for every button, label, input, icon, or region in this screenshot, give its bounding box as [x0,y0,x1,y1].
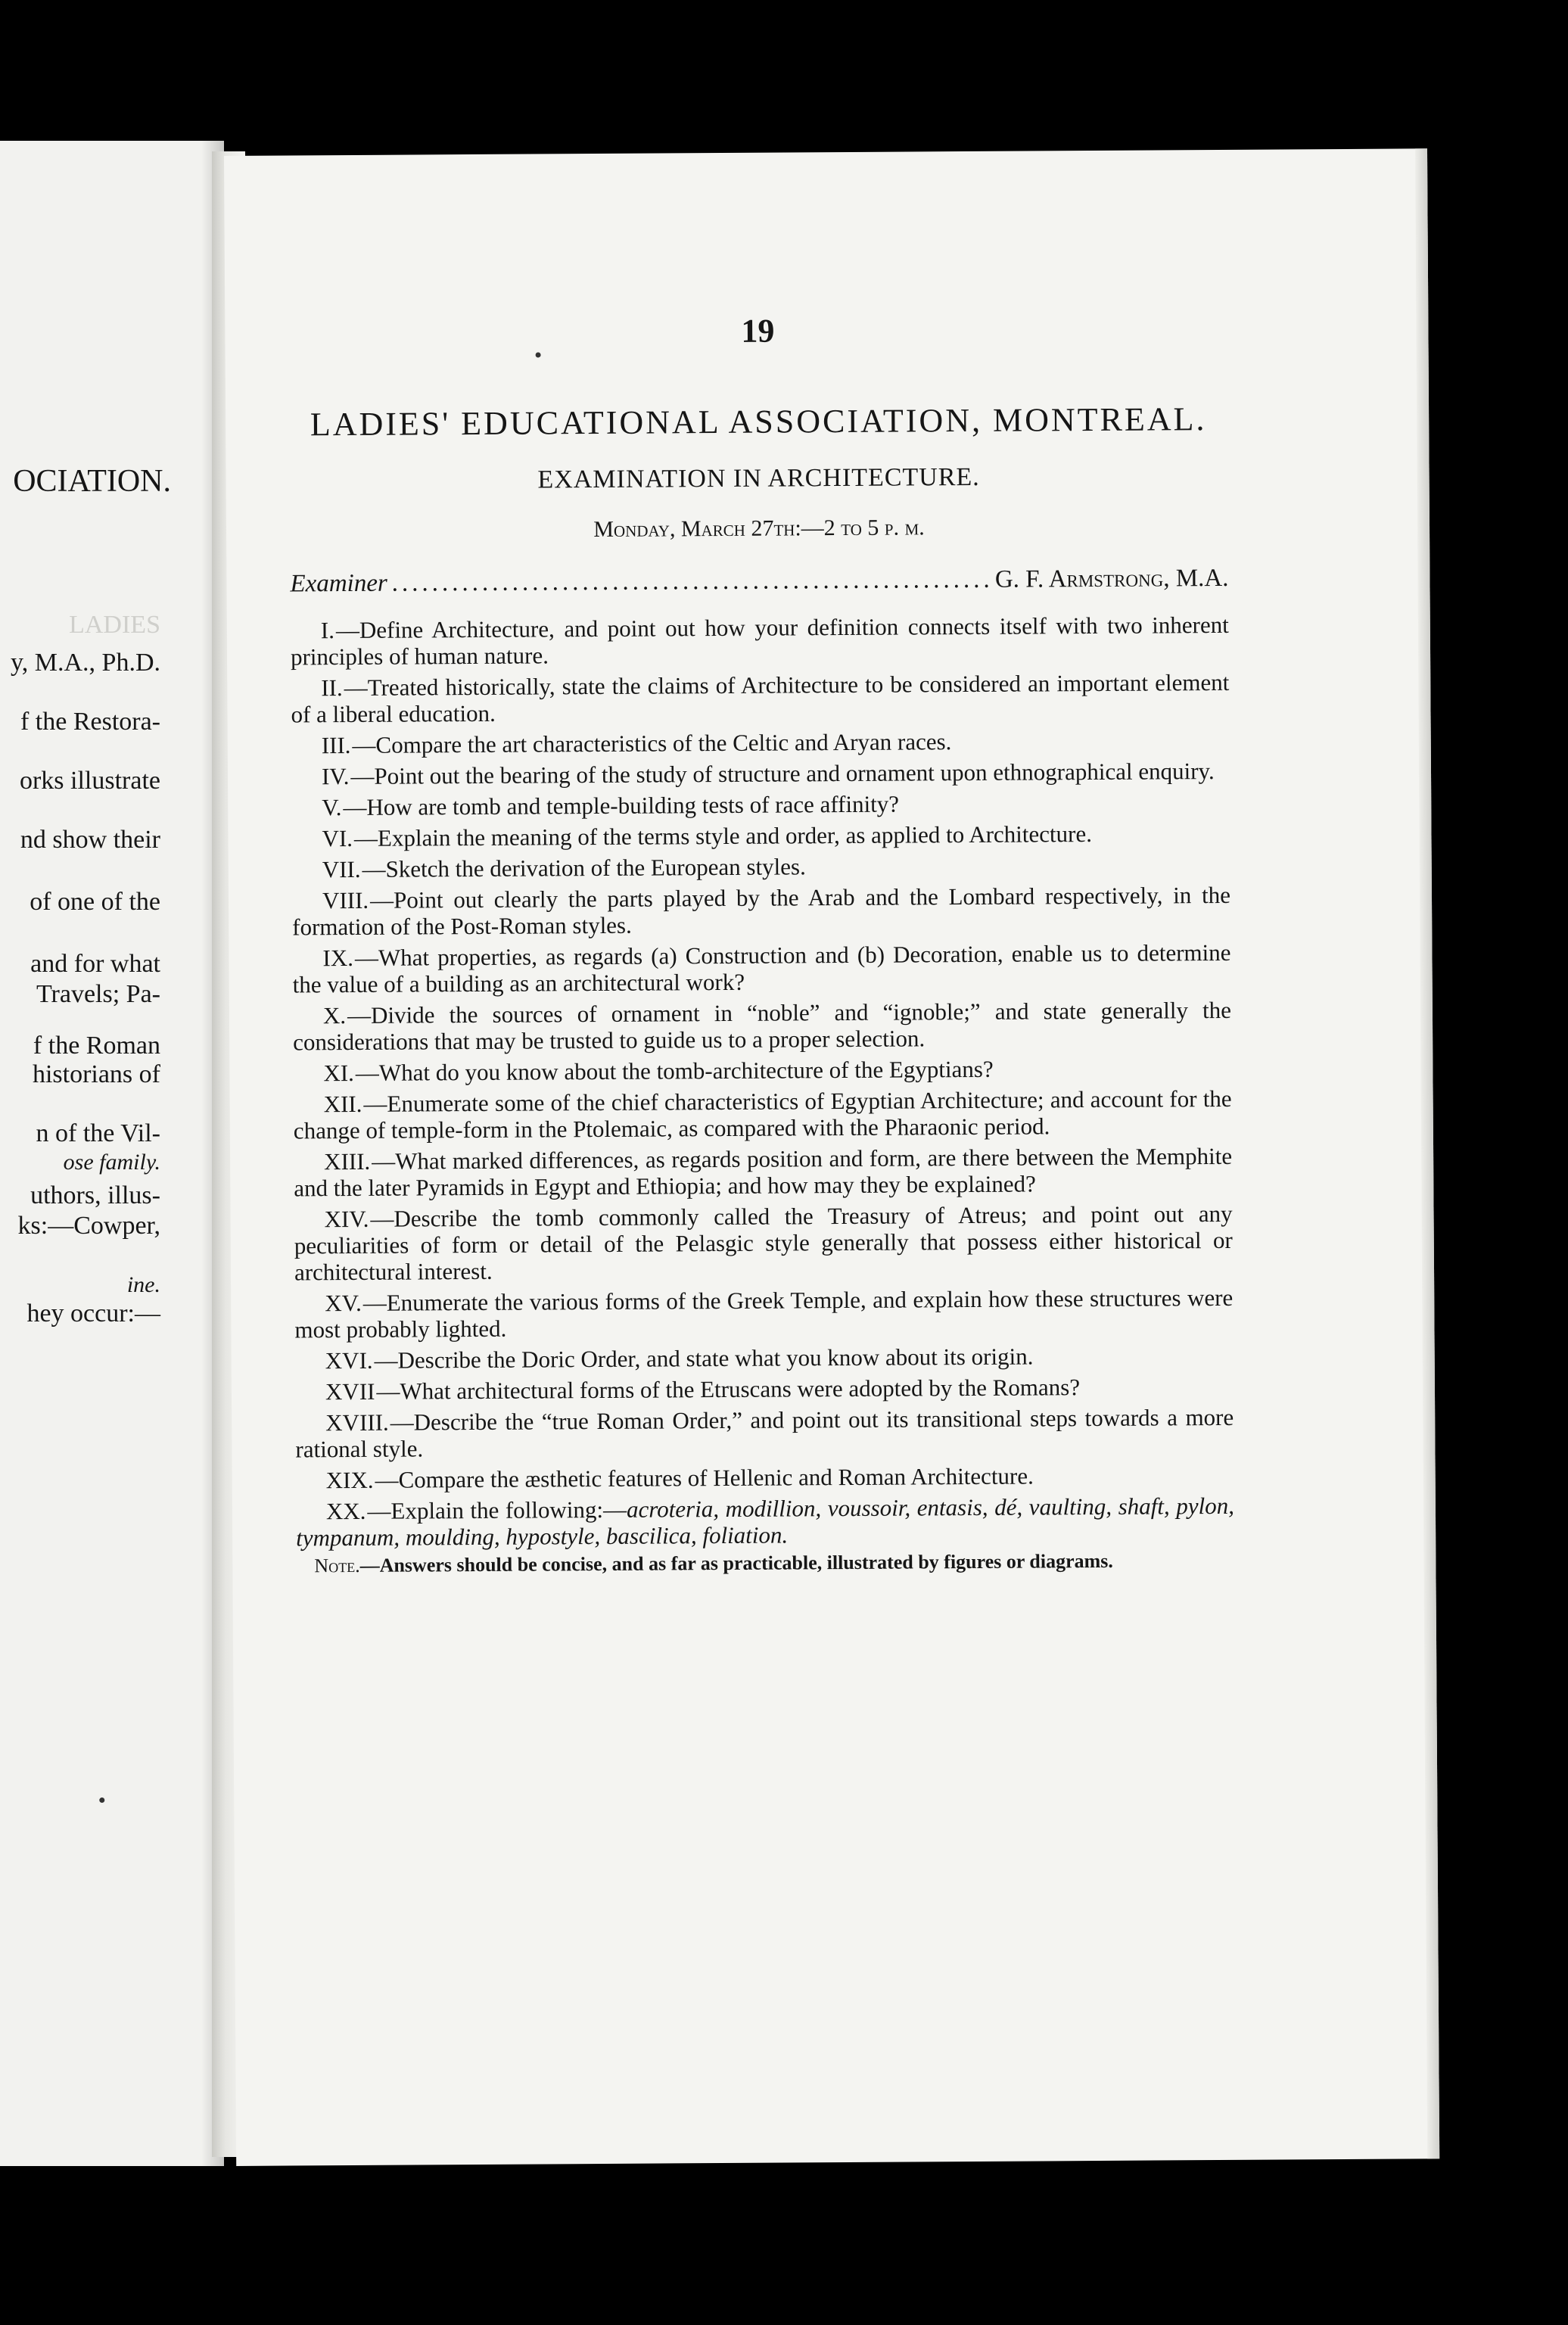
left-page-line: y, M.A., Ph.D. [10,649,160,677]
examiner-name: G. F. Armstrong, M.A. [994,564,1229,593]
left-page-line: ose family. [63,1150,160,1175]
association-title: LADIES' EDUCATIONAL ASSOCIATION, MONTREAL. [310,400,1207,444]
left-page-line: ks:—Cowper, [17,1212,160,1240]
question [291,820,1230,852]
question [293,1054,1231,1087]
question-number: III. [321,731,351,759]
question-number: V. [322,794,342,821]
left-page-line: f the Restora- [20,708,160,736]
question-number: VII. [322,855,361,883]
question-text: —Compare the art characteristics of the Celtic and Aryan races. [352,728,952,758]
question-text: —Point out clearly the parts played by the Arab and the Lombard respectively, in the formation of the Post-Roman styles. [292,881,1231,941]
question-number: X. [322,1002,347,1029]
question-number: VIII. [322,886,369,914]
question-list [291,612,1235,1597]
question-text: —Explain the meaning of the terms style and order, as applied to Architecture. [353,820,1093,851]
question [292,939,1230,998]
print-speck [99,1797,104,1803]
question-text: —What do you know about the tomb-architecture of the Egyptians? [355,1055,994,1086]
left-page-line: LADIES [69,611,160,639]
question-number: XIV. [324,1205,369,1233]
left-page-line: Travels; Pa- [36,980,160,1008]
examiner-line [290,565,1228,599]
question-text: —What marked differences, as regards position and form, are there between the Memphite and the later Pyramids in Egypt and Ethiopia; and how may they be explained? [294,1142,1233,1202]
page-content [288,150,1235,1577]
question-text: —Compare the æsthetic features of Hellenic and Roman Architecture. [375,1462,1034,1493]
question [296,1461,1234,1494]
question-number: XIII. [324,1147,371,1175]
question [295,1342,1234,1374]
question [291,789,1230,821]
print-speck [536,352,541,357]
question-number: I. [320,617,335,644]
question [294,1085,1232,1144]
question-number: XVI. [325,1346,373,1374]
question [294,1143,1232,1202]
page-number: 19 [741,312,775,350]
question [291,669,1229,728]
question-text: —Treated historically, state the claims of Architecture to be considered an important element of a liberal education. [291,668,1230,728]
question-text: —How are tomb and temple-building tests of race affinity? [343,790,900,821]
left-page-line: orks illustrate [19,767,160,795]
question-text: —Enumerate some of the chief characteristics of Egyptian Architecture; and account for the change of temple-form in the Ptolemaic, as compared with the Pharaonic period. [293,1085,1232,1144]
left-page-line: of one of the [30,888,160,916]
question [296,1492,1234,1552]
left-page-line: nd show their [20,826,160,854]
leader-dots [387,566,995,598]
question-number: XVIII. [325,1408,389,1436]
question-number: II. [321,674,343,702]
question-text: —Define Architecture, and point out how your definition connects itself with two inherent principles of human nature. [290,611,1229,671]
left-page-line: OCIATION. [13,464,171,499]
question [291,612,1229,671]
left-page [0,141,224,2166]
question-text: —Sketch the derivation of the European styles. [362,853,806,882]
question [294,1200,1233,1286]
left-page-line: f the Roman [33,1032,160,1060]
question-number: XI. [323,1059,354,1087]
question [291,727,1230,759]
question [294,1284,1233,1343]
note-text: —Answers should be concise, and as far as practicable, illustrated by figures or diagrams. [359,1549,1113,1576]
exam-title: EXAMINATION IN ARCHITECTURE. [537,462,980,494]
question [295,1404,1234,1463]
question-number: VI. [322,824,353,852]
note-label: Note. [314,1554,360,1577]
question-number: XVII [325,1377,375,1405]
question-number: IV. [321,763,350,790]
question-text: —What architectural forms of the Etruscans were adopted by the Romans? [376,1374,1081,1405]
question-text: —Describe the Doric Order, and state what you know about its origin. [374,1343,1034,1374]
question-number: XIX. [325,1466,374,1494]
question-text: —Describe the “true Roman Order,” and point out its transitional steps towards a more rational style. [295,1403,1234,1463]
question-number: IX. [322,944,354,972]
page-edge [1415,148,1439,2158]
question [291,758,1230,790]
question-number: XII. [323,1090,362,1118]
exam-note [296,1550,1234,1577]
question [292,882,1230,941]
question-terms: acroteria, modillion, voussoir, entasis, dé, vaulting, shaft, pylon, tympanum, moulding, hypostyle, bascilica, foliation. [296,1492,1235,1552]
question [293,997,1231,1056]
left-page-line: historians of [32,1060,160,1088]
question-text: —Point out the bearing of the study of structure and ornament upon ethnographical enquiry. [350,758,1215,789]
question-text: —What properties, as regards (a) Construction and (b) Decoration, enable us to determine the value of a building as an architectural work? [292,938,1231,998]
left-page-line: hey occur:— [26,1299,160,1327]
left-page-line: and for what [30,950,160,978]
question-text: —Divide the sources of ornament in “noble” and “ignoble;” and state generally the considerations that may be trusted to guide us to a proper selection. [293,996,1232,1056]
question-text: —Explain the following:— [367,1496,627,1524]
exam-date: Monday, March 27th:—2 to 5 p. m. [593,515,925,543]
left-page-line: uthors, illus- [30,1181,160,1209]
right-page [224,148,1439,2166]
question [292,851,1230,883]
question-text: —Enumerate the various forms of the Greek Temple, and explain how these structures were most probably lighted. [294,1284,1234,1343]
question [295,1373,1234,1405]
question-number: XX. [325,1497,366,1525]
question-text: —Describe the tomb commonly called the Treasury of Atreus; and point out any peculiarities of form or detail of the Pelasgic style generally that possess either historical or architectural interest. [294,1200,1233,1286]
left-page-line: ine. [126,1272,160,1297]
left-page-line: n of the Vil- [36,1119,160,1147]
question-number: XV. [325,1289,362,1317]
examiner-label: Examiner [290,569,387,598]
